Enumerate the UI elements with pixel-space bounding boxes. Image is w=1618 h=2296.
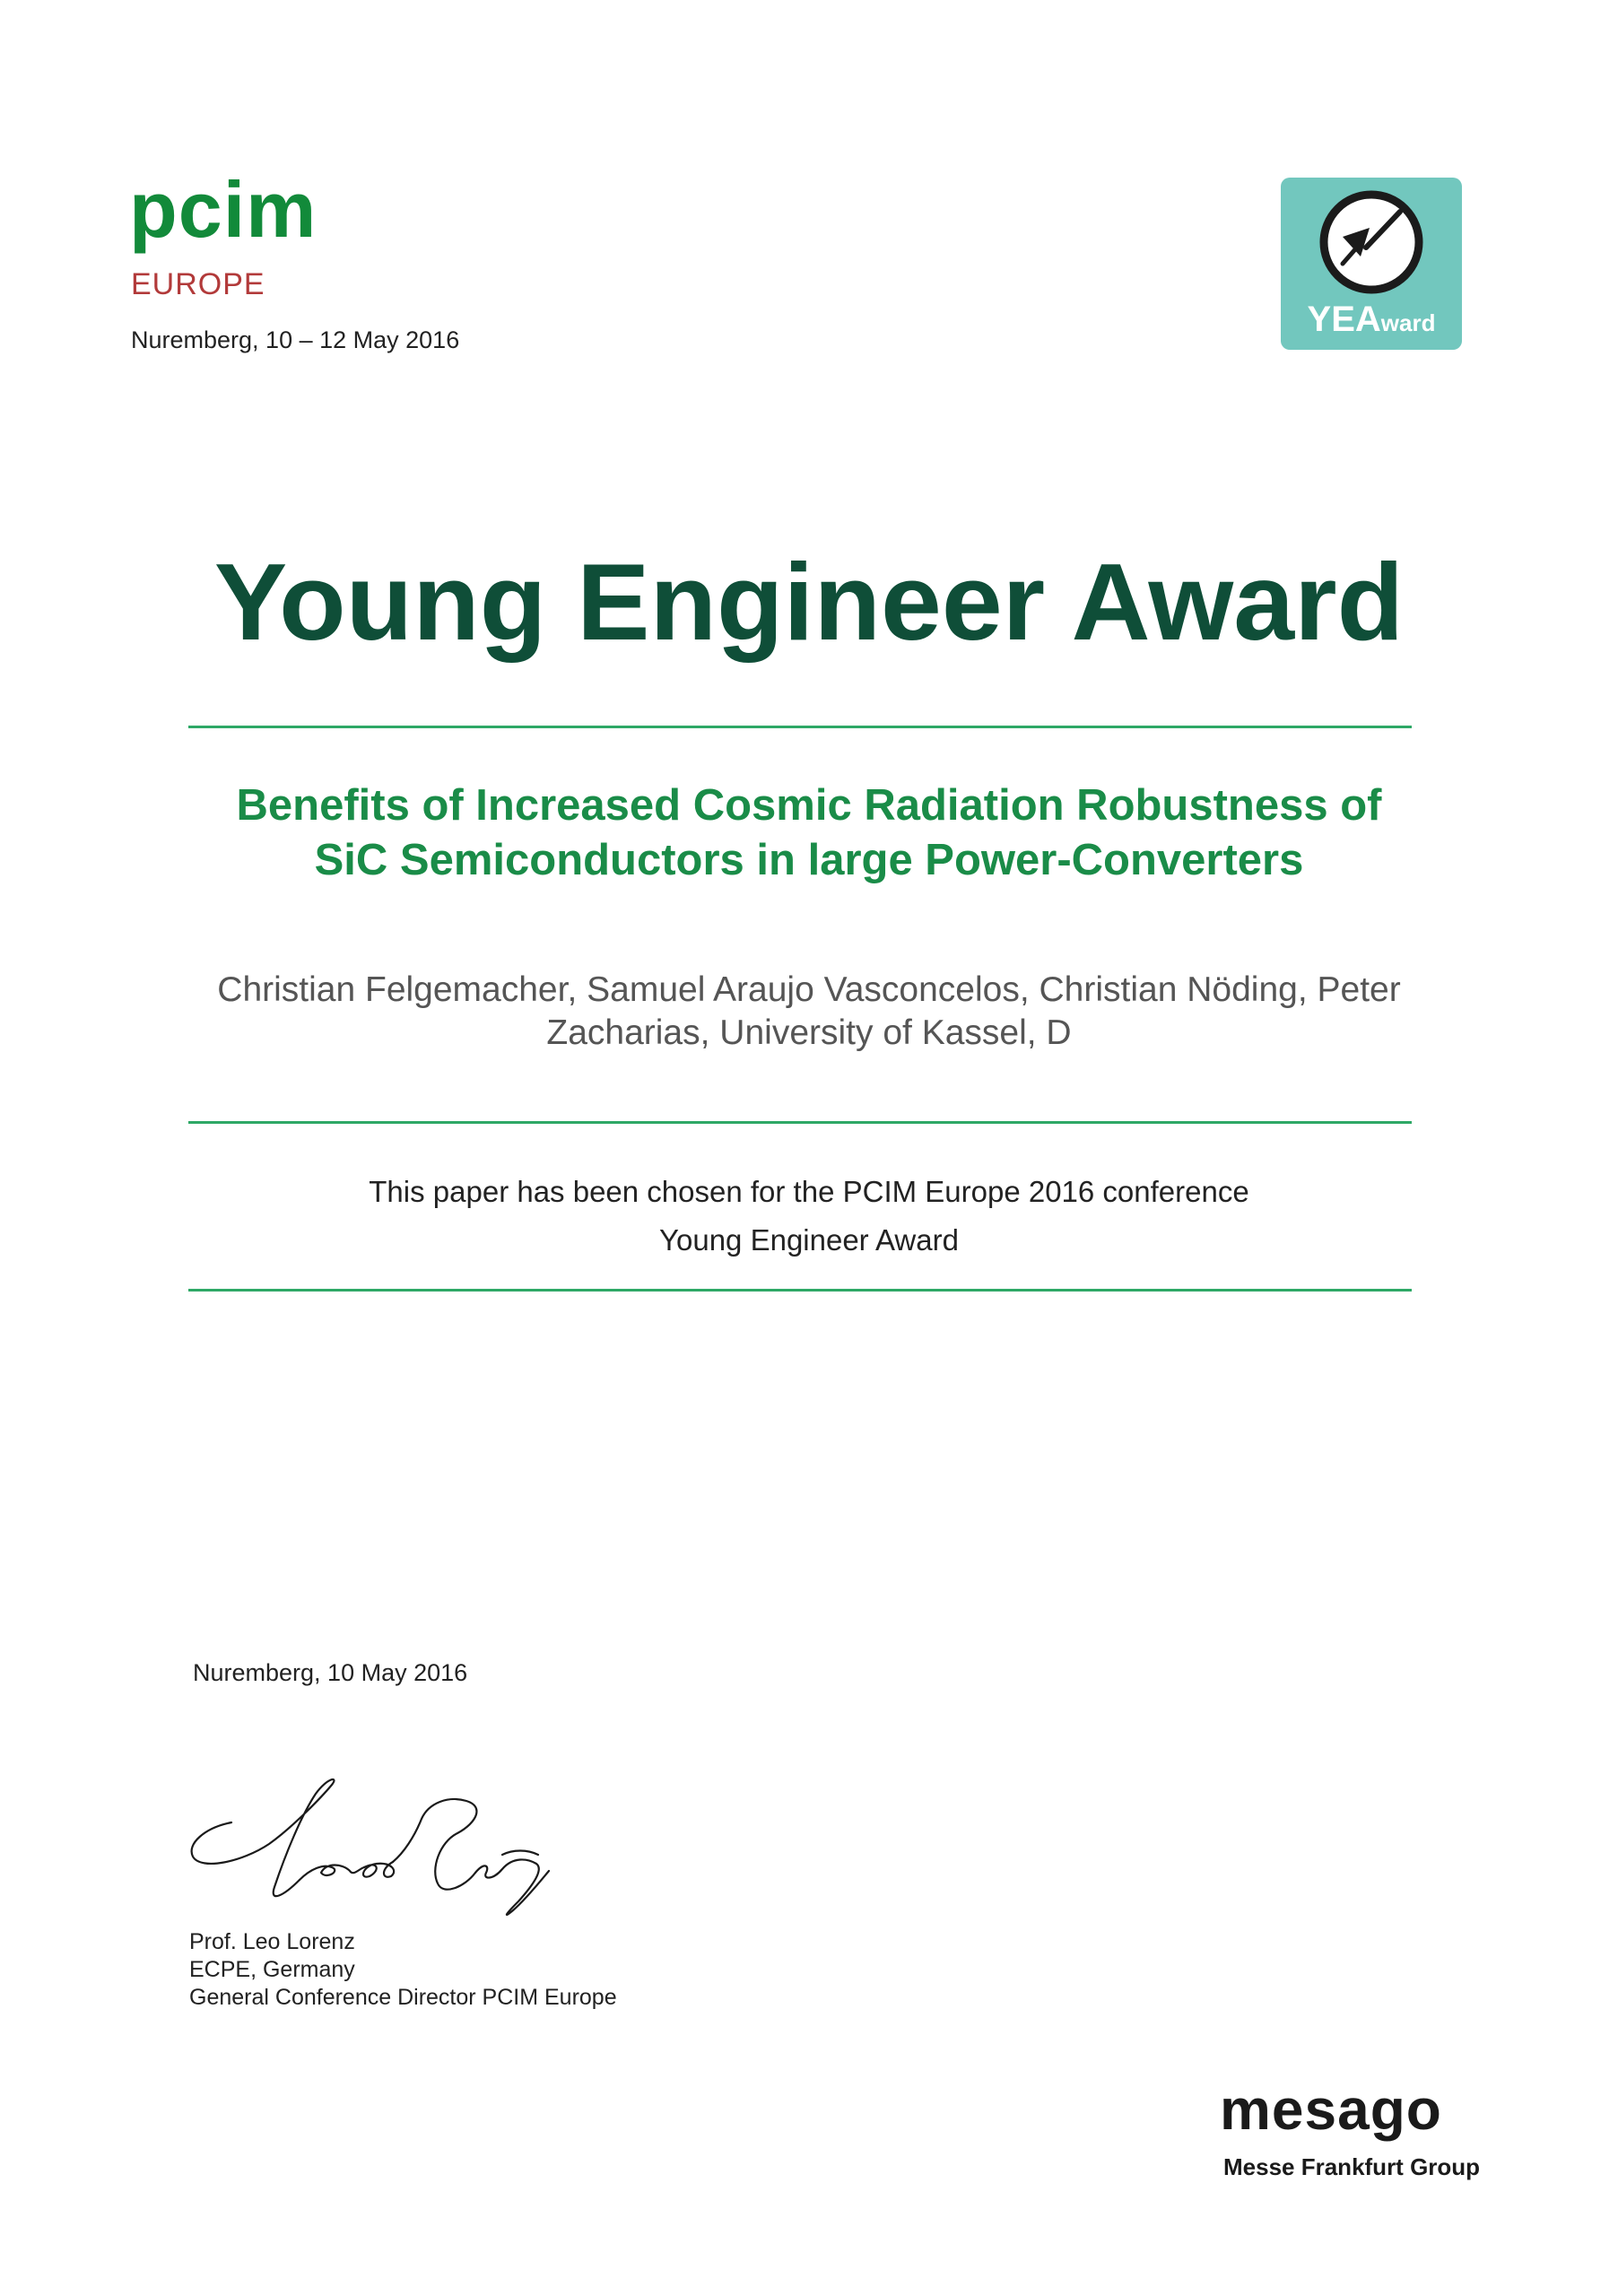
yeaward-badge bbox=[1281, 178, 1462, 350]
statement-line-2: Young Engineer Award bbox=[659, 1223, 959, 1257]
statement-line-1: This paper has been chosen for the PCIM Europe 2016 conference bbox=[369, 1175, 1249, 1208]
authors bbox=[135, 969, 1483, 1055]
paper-title bbox=[99, 778, 1519, 888]
signer-organization: ECPE, Germany bbox=[189, 1957, 355, 1982]
award-title: Young Engineer Award bbox=[213, 541, 1405, 663]
yeaward-label-small: ward bbox=[1380, 309, 1436, 336]
venue-dates: Nuremberg, 10 – 12 May 2016 bbox=[131, 326, 460, 353]
divider-top bbox=[188, 726, 1412, 728]
pcim-logo-word: pcim bbox=[129, 165, 318, 254]
divider-bottom bbox=[188, 1289, 1412, 1292]
signer-block bbox=[189, 1928, 617, 2012]
yeaward-label-main: YEA bbox=[1307, 300, 1381, 339]
pcim-logo-europe: EUROPE bbox=[131, 267, 265, 301]
handwritten-signature bbox=[179, 1769, 565, 1926]
plug-arrow-icon bbox=[1316, 187, 1427, 298]
signer-role: General Conference Director PCIM Europe bbox=[189, 1985, 617, 2010]
mesago-group: Messe Frankfurt Group bbox=[1223, 2153, 1481, 2180]
mesago-logo: mesago bbox=[1220, 2077, 1442, 2142]
signer-name: Prof. Leo Lorenz bbox=[189, 1929, 355, 1954]
authors-line-1: Christian Felgemacher, Samuel Araujo Vasconcelos, Christian Nöding, Peter bbox=[217, 970, 1401, 1009]
paper-title-line-1: Benefits of Increased Cosmic Radiation Robustness of bbox=[236, 781, 1382, 830]
award-statement bbox=[0, 1168, 1618, 1265]
paper-title-line-2: SiC Semiconductors in large Power-Converters bbox=[314, 836, 1304, 884]
authors-line-2: Zacharias, University of Kassel, D bbox=[546, 1013, 1072, 1052]
yeaward-label bbox=[1281, 301, 1462, 337]
signing-date: Nuremberg, 10 May 2016 bbox=[193, 1659, 468, 1686]
divider-middle bbox=[188, 1121, 1412, 1124]
